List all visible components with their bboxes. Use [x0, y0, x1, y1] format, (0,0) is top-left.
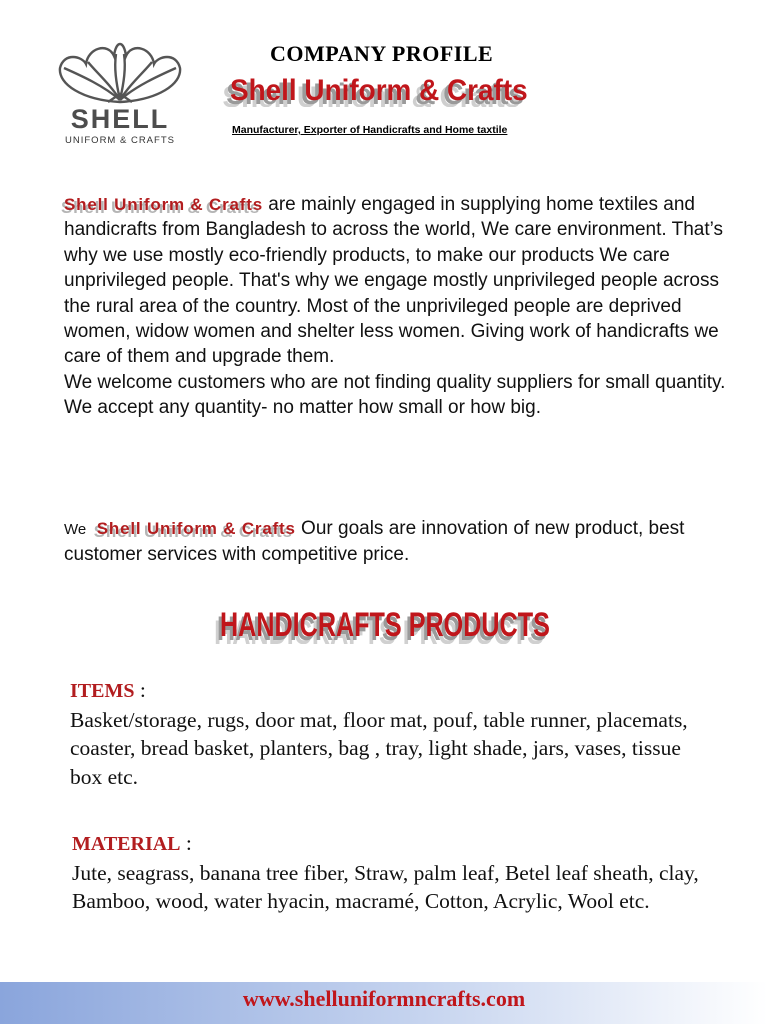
tagline: Manufacturer, Exporter of Handicrafts and Home taxtile — [232, 124, 508, 136]
handicrafts-products-heading: HANDICRAFTS PRODUCTS — [220, 606, 550, 644]
welcome-text: We welcome customers who are not finding quality suppliers for small quantity. We accept any quantity- no matter how small or how big. — [64, 371, 726, 419]
goals-paragraph — [64, 516, 744, 568]
company-logo — [48, 38, 192, 146]
intro-text: are mainly engaged in supplying home textiles and handicrafts from Bangladesh to across the world, We care environment. That’s why we use mostly eco-friendly products, to make our products We care unprivileged people. That's why we engage mostly unprivileged people across the rural area of the country. Most of the unprivileged people are deprived women, widow women and shelter less women. Giving work of handicrafts we care of them and upgrade them. — [64, 194, 723, 368]
company-profile-title: COMPANY PROFILE — [270, 41, 494, 66]
goals-brand-name: Shell Uniform & Crafts — [96, 519, 296, 538]
shell-icon — [52, 38, 188, 106]
goals-text: Our goals are innovation of new product, best customer services with competitive price. — [64, 518, 685, 566]
material-section — [72, 829, 712, 916]
footer-website-link[interactable]: www.shelluniformncrafts.com — [242, 986, 526, 1011]
intro-brand-name: Shell Uniform & Crafts — [64, 195, 263, 214]
material-list: Jute, seagrass, banana tree fiber, Straw, palm leaf, Betel leaf sheath, clay, Bamboo, wood, water hyacin, macramé, Cotton, Acrylic, Wool etc. — [72, 860, 699, 914]
goals-we: We — [64, 521, 87, 538]
intro-paragraph — [64, 192, 744, 421]
items-list: Basket/storage, rugs, door mat, floor mat, pouf, table runner, placemats, coaster, bread basket, planters, bag , tray, light shade, jars, vases, tissue box etc. — [70, 707, 688, 789]
logo-subtitle: UNIFORM & CRAFTS — [65, 135, 175, 146]
brand-title: Shell Uniform & Crafts — [230, 74, 528, 107]
items-colon: : — [134, 678, 146, 702]
items-section — [70, 676, 710, 791]
logo-wordmark: SHELL — [70, 104, 170, 134]
items-label: ITEMS — [70, 680, 135, 702]
material-label: MATERIAL — [72, 833, 181, 855]
material-colon: : — [180, 831, 192, 855]
